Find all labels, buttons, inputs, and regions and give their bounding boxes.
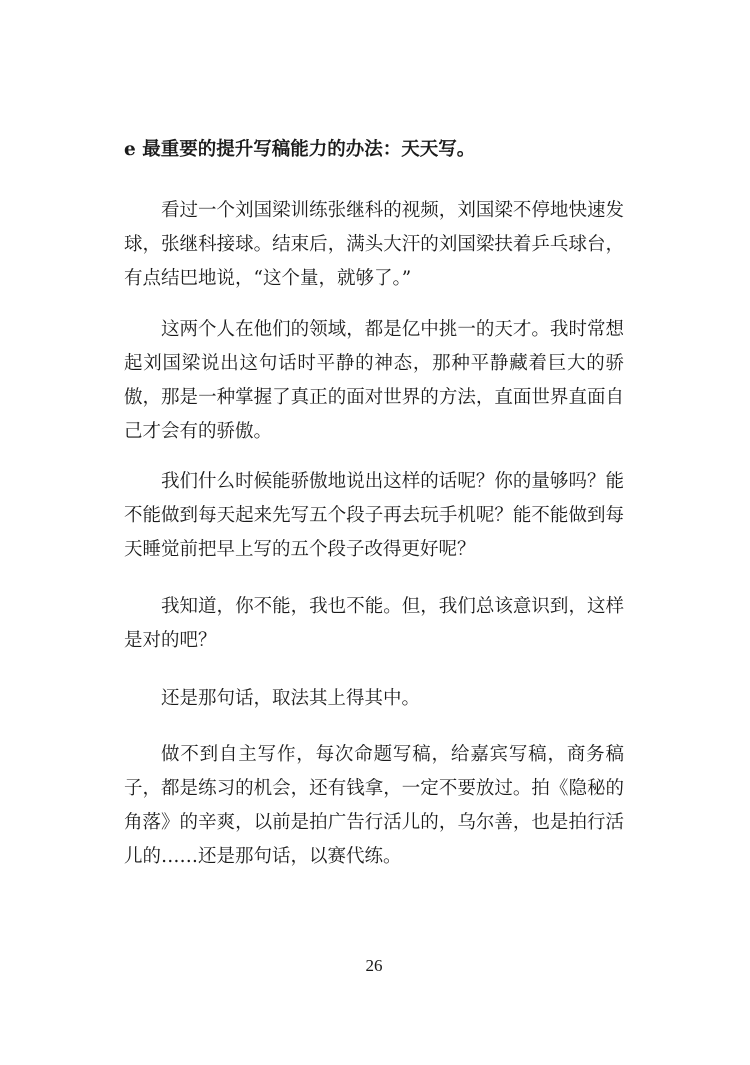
section-heading: e 最重要的提升写稿能力的办法：天天写。 <box>124 139 476 160</box>
paragraph-4: 我知道，你不能，我也不能。但，我们总该意识到，这样是对的吧？ <box>124 596 624 651</box>
paragraph-1: 看过一个刘国梁训练张继科的视频，刘国梁不停地快速发球，张继科接球。结束后，满头大汗的刘国梁扶着乒乓球台，有点结巴地说，“这个量，就够了。” <box>124 200 624 289</box>
page-number: 26 <box>365 956 383 975</box>
paragraph-3: 我们什么时候能骄傲地说出这样的话呢？你的量够吗？能不能做到每天起来先写五个段子再去玩手机呢？能不能做到每天睡觉前把早上写的五个段子改得更好呢？ <box>124 471 624 560</box>
paragraph-2: 这两个人在他们的领域，都是亿中挑一的天才。我时常想起刘国梁说出这句话时平静的神态，那种平静藏着巨大的骄傲，那是一种掌握了真正的面对世界的方法，直面世界直面自己才会有的骄傲。 <box>124 319 624 442</box>
book-page <box>124 0 624 1065</box>
paragraph-5: 还是那句话，取法其上得其中。 <box>161 688 421 709</box>
paragraph-6: 做不到自主写作，每次命题写稿，给嘉宾写稿，商务稿子，都是练习的机会，还有钱拿，一定不要放过。拍《隐秘的角落》的辛爽，以前是拍广告行活儿的，乌尔善，也是拍行活儿的……还是那句话，以赛代练。 <box>124 744 624 867</box>
